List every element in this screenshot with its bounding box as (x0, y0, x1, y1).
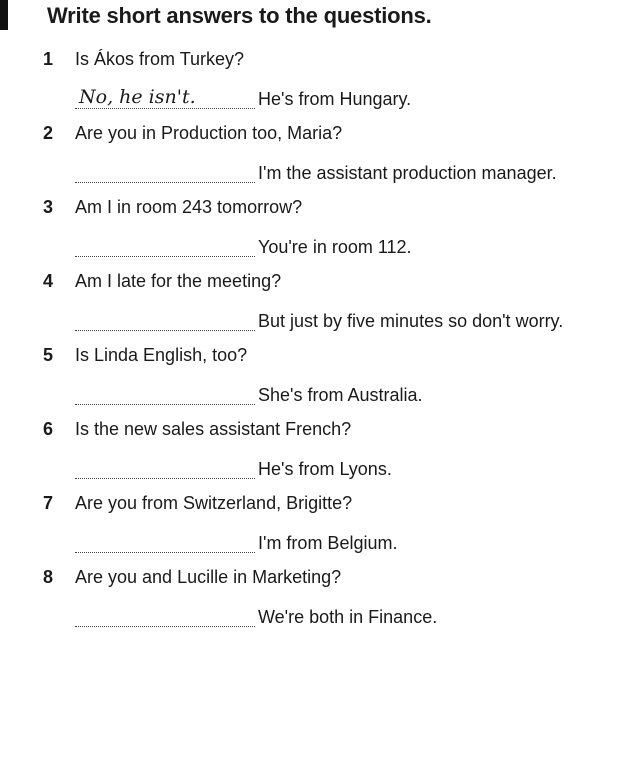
answer-blank[interactable] (75, 384, 255, 405)
question-text: Is Linda English, too? (75, 345, 248, 365)
question-item-3 (0, 197, 627, 271)
question-text: Is Ákos from Turkey? (75, 49, 245, 69)
question-number: 4 (43, 271, 54, 291)
follow-up-text: You're in room 112. (258, 237, 412, 257)
question-item-8 (0, 567, 627, 641)
question-item-7 (0, 493, 627, 567)
question-item-1 (0, 49, 627, 123)
question-text: Am I late for the meeting? (75, 271, 282, 291)
question-number: 5 (43, 345, 54, 365)
follow-up-text: She's from Australia. (258, 385, 423, 405)
question-number: 2 (43, 123, 54, 143)
question-text: Are you from Switzerland, Brigitte? (75, 493, 353, 513)
follow-up-text: But just by five minutes so don't worry. (258, 311, 564, 331)
question-number: 1 (43, 49, 54, 69)
follow-up-text: He's from Hungary. (258, 89, 412, 109)
question-number: 6 (43, 419, 54, 439)
question-text: Is the new sales assistant French? (75, 419, 352, 439)
answer-blank[interactable] (75, 88, 255, 109)
answer-blank[interactable] (75, 236, 255, 257)
follow-up-text: I'm the assistant production manager. (258, 163, 557, 183)
question-number: 7 (43, 493, 54, 513)
section-marker (0, 0, 8, 30)
question-item-5 (0, 345, 627, 419)
answer-blank[interactable] (75, 310, 255, 331)
answer-blank[interactable] (75, 458, 255, 479)
follow-up-text: I'm from Belgium. (258, 533, 398, 553)
handwritten-answer: No, he isn't. (79, 86, 196, 108)
question-item-6 (0, 419, 627, 493)
answer-blank[interactable] (75, 532, 255, 553)
question-text: Am I in room 243 tomorrow? (75, 197, 303, 217)
question-number: 8 (43, 567, 54, 587)
follow-up-text: He's from Lyons. (258, 459, 392, 479)
question-text: Are you in Production too, Maria? (75, 123, 343, 143)
question-text: Are you and Lucille in Marketing? (75, 567, 342, 587)
question-item-4 (0, 271, 627, 345)
answer-blank[interactable] (75, 606, 255, 627)
question-item-2 (0, 123, 627, 197)
answer-blank[interactable] (75, 162, 255, 183)
follow-up-text: We're both in Finance. (258, 607, 438, 627)
exercise-title: Write short answers to the questions. (47, 3, 432, 28)
question-number: 3 (43, 197, 54, 217)
